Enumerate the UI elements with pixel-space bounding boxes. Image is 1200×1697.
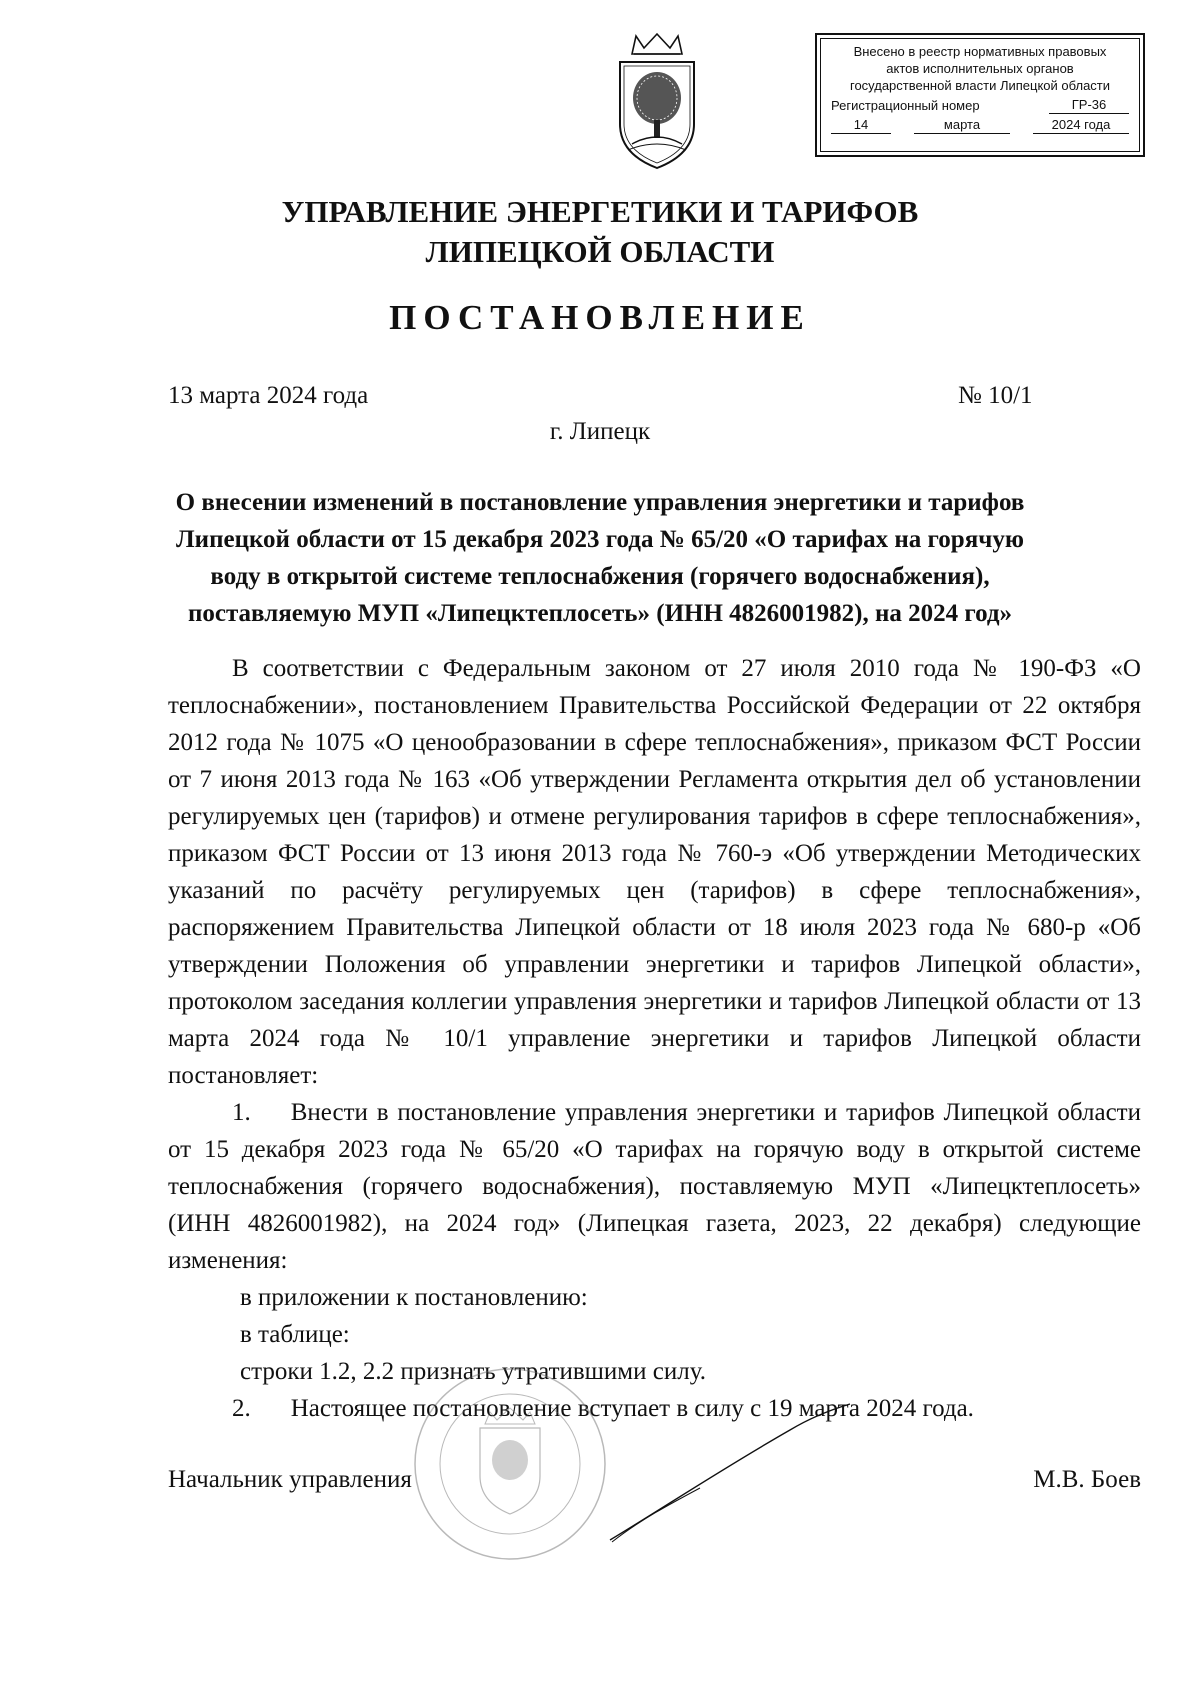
item-2-number: 2. (232, 1395, 251, 1422)
registry-month: марта (914, 116, 1010, 134)
item-1-text: Внести в постановление управления энергетики и тарифов Липецкой области от 15 декабря 2023 года № 65/20 «О тарифах на горячую воду в открытой системе теплоснабжения (горячего водоснабжения), поставляемую МУП «Липецктеплосеть» (ИНН 4826001982), на 2024 год» (Липецкая газета, 2023, 22 декабря) следующие изменения: (168, 1099, 1141, 1274)
document-city: г. Липецк (549, 418, 651, 445)
preamble-paragraph: В соответствии с Федеральным законом от 27 июля 2010 года № 190-ФЗ «О теплоснабжении», постановлением Правительства Российской Федерации от 22 октября 2012 года № 1075 «О ценообразовании в сфере теплоснабжения», приказом ФСТ России от 7 июня 2013 года № 163 «Об утверждении Регламента открытия дел об установлении регулируемых цен (тарифов) и отмене регулирования тарифов в сфере теплоснабжения», приказом ФСТ России от 13 июня 2013 года № 760-э «Об утверждении Методических указаний по расчёту регулируемых цен (тарифов) в сфере теплоснабжения», распоряжением Правительства Липецкой области от 18 июля 2023 года № 680-р «Об утверждении Положения об управлении энергетики и тарифов Липецкой области», протоколом заседания коллегии управления энергетики и тарифов Липецкой области от 13 марта 2024 года № 10/1 управление энергетики и тарифов Липецкой области постановляет: (168, 655, 1141, 1089)
registry-stamp-box (815, 33, 1145, 157)
organization-header (0, 192, 1200, 272)
document-date: 13 марта 2024 года (168, 382, 369, 409)
item-1-number: 1. (232, 1099, 251, 1126)
registry-year: 2024 года (1033, 116, 1129, 134)
signatory-position: Начальник управления (168, 1466, 412, 1493)
sub-item-appendix: в приложении к постановлению: (240, 1284, 588, 1311)
registry-number-value: ГР-36 (1049, 96, 1129, 114)
coat-of-arms-icon (612, 32, 702, 172)
organization-line-1: УПРАВЛЕНИЕ ЭНЕРГЕТИКИ И ТАРИФОВ (281, 194, 919, 229)
item-2-text: Настоящее постановление вступает в силу с 19 марта 2024 года. (290, 1395, 974, 1422)
registry-date-row (831, 116, 1129, 134)
document-number: № 10/1 (958, 382, 1033, 409)
document-body (168, 650, 1141, 1427)
sub-item-rows: строки 1.2, 2.2 признать утратившими силу. (240, 1358, 706, 1385)
signatory-name: М.В. Боев (1033, 1466, 1141, 1493)
official-seal-stamp (400, 1364, 620, 1564)
registry-day: 14 (831, 116, 891, 134)
registry-line-1: Внесено в реестр нормативных правовых (853, 44, 1107, 59)
organization-line-2: ЛИПЕЦКОЙ ОБЛАСТИ (425, 234, 775, 269)
registry-number-row (831, 96, 1129, 114)
registry-line-3: государственной власти Липецкой области (849, 78, 1111, 93)
signature-row (168, 1466, 1141, 1494)
item-1-paragraph (168, 1094, 1141, 1279)
registry-number-label: Регистрационный номер (831, 98, 980, 113)
registry-line-2: актов исполнительных органов (886, 61, 1074, 76)
sub-item-table: в таблице: (240, 1321, 350, 1348)
document-subject: О внесении изменений в постановление управления энергетики и тарифов Липецкой области от 15 декабря 2023 года № 65/20 «О тарифах на горячую воду в открытой системе теплоснабжения (горячего водоснабжения), поставляемую МУП «Липецктеплосеть» (ИНН 4826001982), на 2024 год» (175, 489, 1025, 627)
document-type-title: ПОСТАНОВЛЕНИЕ (389, 298, 811, 337)
